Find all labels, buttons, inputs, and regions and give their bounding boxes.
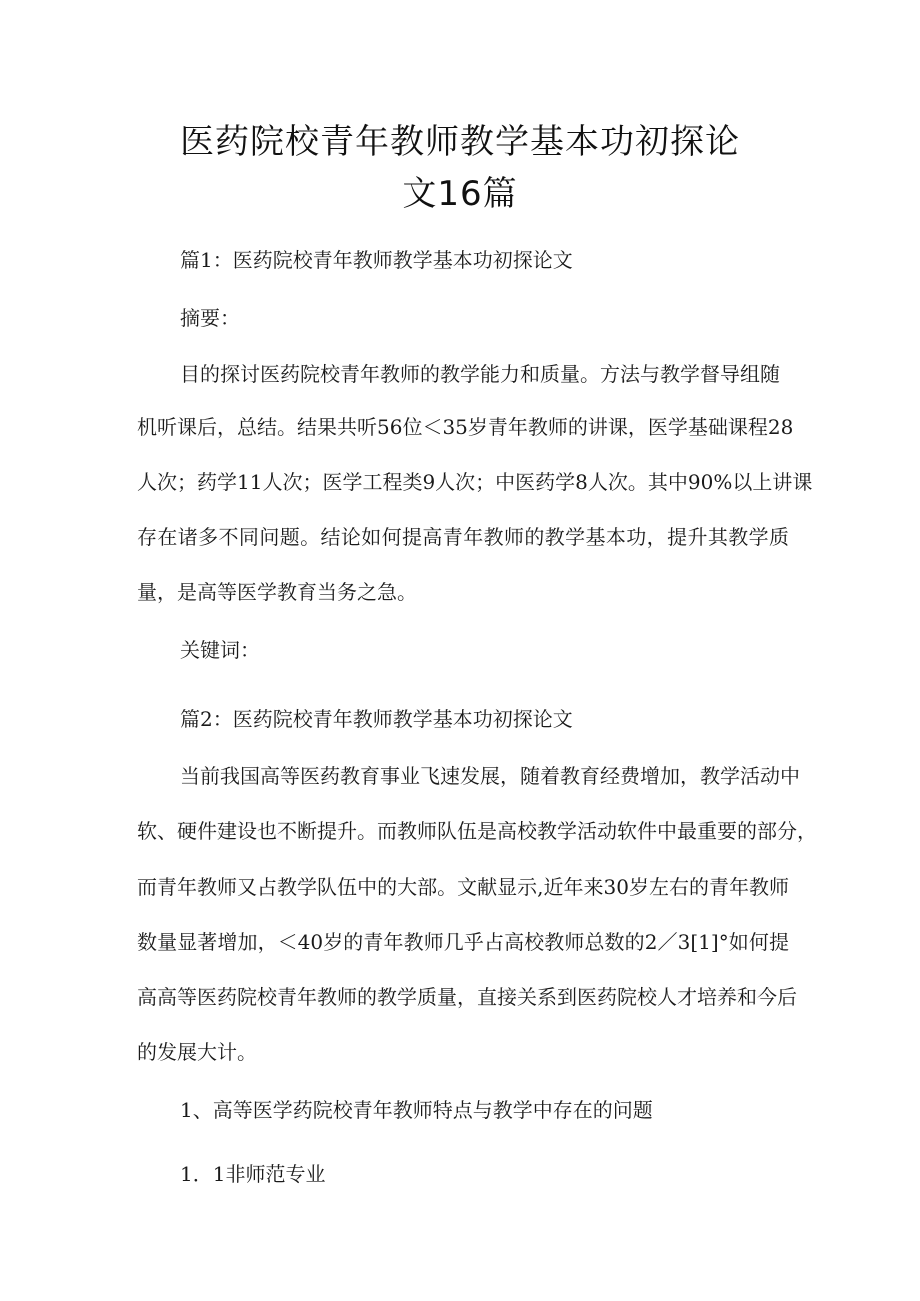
abstract-label: 摘要：	[180, 306, 240, 330]
document-title-line-2: 文16篇	[402, 174, 518, 214]
intro-line-1: 当前我国高等医药教育事业飞速发展，随着教育经费增加，教学活动中	[180, 764, 800, 788]
subheading-1: 1、高等医学药院校青年教师特点与教学中存在的问题	[180, 1098, 653, 1122]
intro-line-3: 而青年教师又占教学队伍中的大部。文献显示,近年来30岁左右的青年教师	[137, 875, 789, 899]
abstract-line-3: 人次；药学11人次；医学工程类9人次；中医药学8人次。其中90%以上讲课	[137, 470, 813, 494]
abstract-line-4: 存在诸多不同问题。结论如何提高青年教师的教学基本功，提升其教学质	[137, 525, 789, 549]
section-1-heading: 篇1：医药院校青年教师教学基本功初探论文	[180, 248, 573, 272]
abstract-line-1: 目的探讨医药院校青年教师的教学能力和质量。方法与教学督导组随	[180, 362, 780, 386]
intro-line-6: 的发展大计。	[137, 1040, 257, 1064]
intro-line-5: 高高等医药院校青年教师的教学质量，直接关系到医药院校人才培养和今后	[137, 985, 797, 1009]
subheading-1-1: 1．1非师范专业	[180, 1162, 326, 1186]
intro-line-2: 软、硬件建设也不断提升。而教师队伍是高校教学活动软件中最重要的部分，	[137, 819, 817, 843]
document-title-line-1: 医药院校青年教师教学基本功初探论	[180, 122, 740, 162]
keywords-label: 关键词：	[180, 638, 260, 662]
section-2-heading: 篇2：医药院校青年教师教学基本功初探论文	[180, 707, 573, 731]
abstract-line-5: 量，是高等医学教育当务之急。	[137, 580, 417, 604]
intro-line-4: 数量显著增加，＜40岁的青年教师几乎占高校教师总数的2／3[1]°如何提	[137, 930, 789, 954]
abstract-line-2: 机听课后，总结。结果共听56位＜35岁青年教师的讲课，医学基础课程28	[137, 415, 794, 439]
